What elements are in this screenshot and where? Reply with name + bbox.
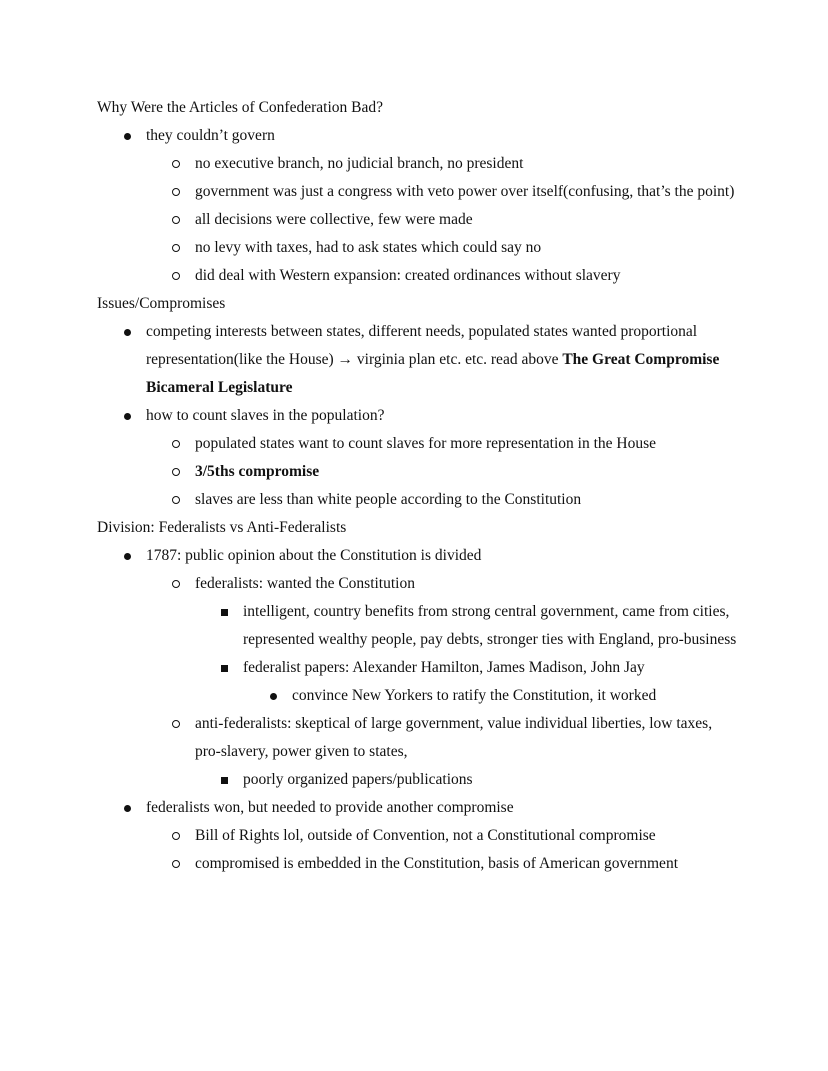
list-item (97, 598, 737, 654)
list-item-text: populated states want to count slaves for more representation in the House (195, 435, 656, 452)
list-item-bold-text: 3/5ths compromise (195, 463, 320, 480)
bullet-disc-icon (120, 122, 134, 150)
bullet-circle-icon (169, 850, 183, 878)
list-item (97, 234, 737, 262)
list-item (97, 206, 737, 234)
bullet-circle-icon (169, 430, 183, 458)
list-item-text: did deal with Western expansion: created ordinances without slavery (195, 267, 621, 284)
list-item (97, 570, 737, 598)
bullet-disc-icon (120, 542, 134, 570)
list-item (97, 486, 737, 514)
bullet-circle-icon (169, 206, 183, 234)
list-item-text: federalist papers: Alexander Hamilton, James Madison, John Jay (243, 659, 645, 676)
list-item (97, 402, 737, 430)
bullet-circle-icon (169, 822, 183, 850)
list-item-text: poorly organized papers/publications (243, 771, 473, 788)
section-list-articles (97, 122, 737, 290)
list-item (97, 794, 737, 822)
list-item-text: Bill of Rights lol, outside of Convention, not a Constitutional compromise (195, 827, 656, 844)
list-item-text: how to count slaves in the population? (146, 407, 385, 424)
bullet-circle-icon (169, 262, 183, 290)
bullet-square-icon (217, 654, 231, 682)
bullet-square-icon (217, 766, 231, 794)
list-item-bold-text: The Great Compromise Bicameral Legislature (146, 351, 720, 396)
list-item (97, 822, 737, 850)
list-item (97, 430, 737, 458)
list-item-text: anti-federalists: skeptical of large government, value individual liberties, low taxes, pro-slavery, power given to states, (195, 715, 713, 760)
list-item-text: federalists won, but needed to provide another compromise (146, 799, 514, 816)
bullet-disc-icon (120, 402, 134, 430)
section-list-issues (97, 318, 737, 514)
section-heading-division: Division: Federalists vs Anti-Federalists (97, 519, 347, 536)
list-item (97, 458, 737, 486)
bullet-circle-icon (169, 234, 183, 262)
document-body (97, 94, 737, 878)
section-list-division (97, 542, 737, 878)
bullet-circle-icon (169, 570, 183, 598)
bullet-circle-icon (169, 178, 183, 206)
list-item (97, 682, 737, 710)
bullet-disc-icon (120, 794, 134, 822)
list-item-text: federalists: wanted the Constitution (195, 575, 415, 592)
list-item-text: 1787: public opinion about the Constitution is divided (146, 547, 482, 564)
list-item (97, 542, 737, 570)
list-item (97, 122, 737, 150)
section-heading-issues: Issues/Compromises (97, 295, 226, 312)
section-heading-articles: Why Were the Articles of Confederation Bad? (97, 99, 383, 116)
list-item-text: compromised is embedded in the Constitution, basis of American government (195, 855, 678, 872)
list-item (97, 178, 737, 206)
list-item-text: no levy with taxes, had to ask states which could say no (195, 239, 542, 256)
bullet-circle-icon (169, 458, 183, 486)
list-item-text: they couldn’t govern (146, 127, 275, 144)
bullet-square-icon (217, 598, 231, 626)
list-item-text: intelligent, country benefits from strong central government, came from cities, represented wealthy people, pay debts, stronger ties with England, pro-business (243, 603, 737, 648)
bullet-disc-icon (266, 682, 280, 710)
list-item (97, 150, 737, 178)
bullet-circle-icon (169, 486, 183, 514)
list-item-text: government was just a congress with veto power over itself(confusing, that’s the point) (195, 183, 735, 200)
list-item (97, 710, 737, 766)
bullet-circle-icon (169, 150, 183, 178)
bullet-disc-icon (120, 318, 134, 346)
list-item-text: convince New Yorkers to ratify the Constitution, it worked (292, 687, 657, 704)
list-item (97, 654, 737, 682)
list-item (97, 766, 737, 794)
list-item-text: competing interests between states, different needs, populated states wanted proportional representation(like the House) → virginia plan etc. etc. read above (146, 323, 698, 368)
bullet-circle-icon (169, 710, 183, 738)
list-item-text: no executive branch, no judicial branch, no president (195, 155, 524, 172)
list-item (97, 262, 737, 290)
list-item-text: slaves are less than white people according to the Constitution (195, 491, 582, 508)
list-item (97, 318, 737, 402)
list-item-text: all decisions were collective, few were made (195, 211, 473, 228)
list-item (97, 850, 737, 878)
